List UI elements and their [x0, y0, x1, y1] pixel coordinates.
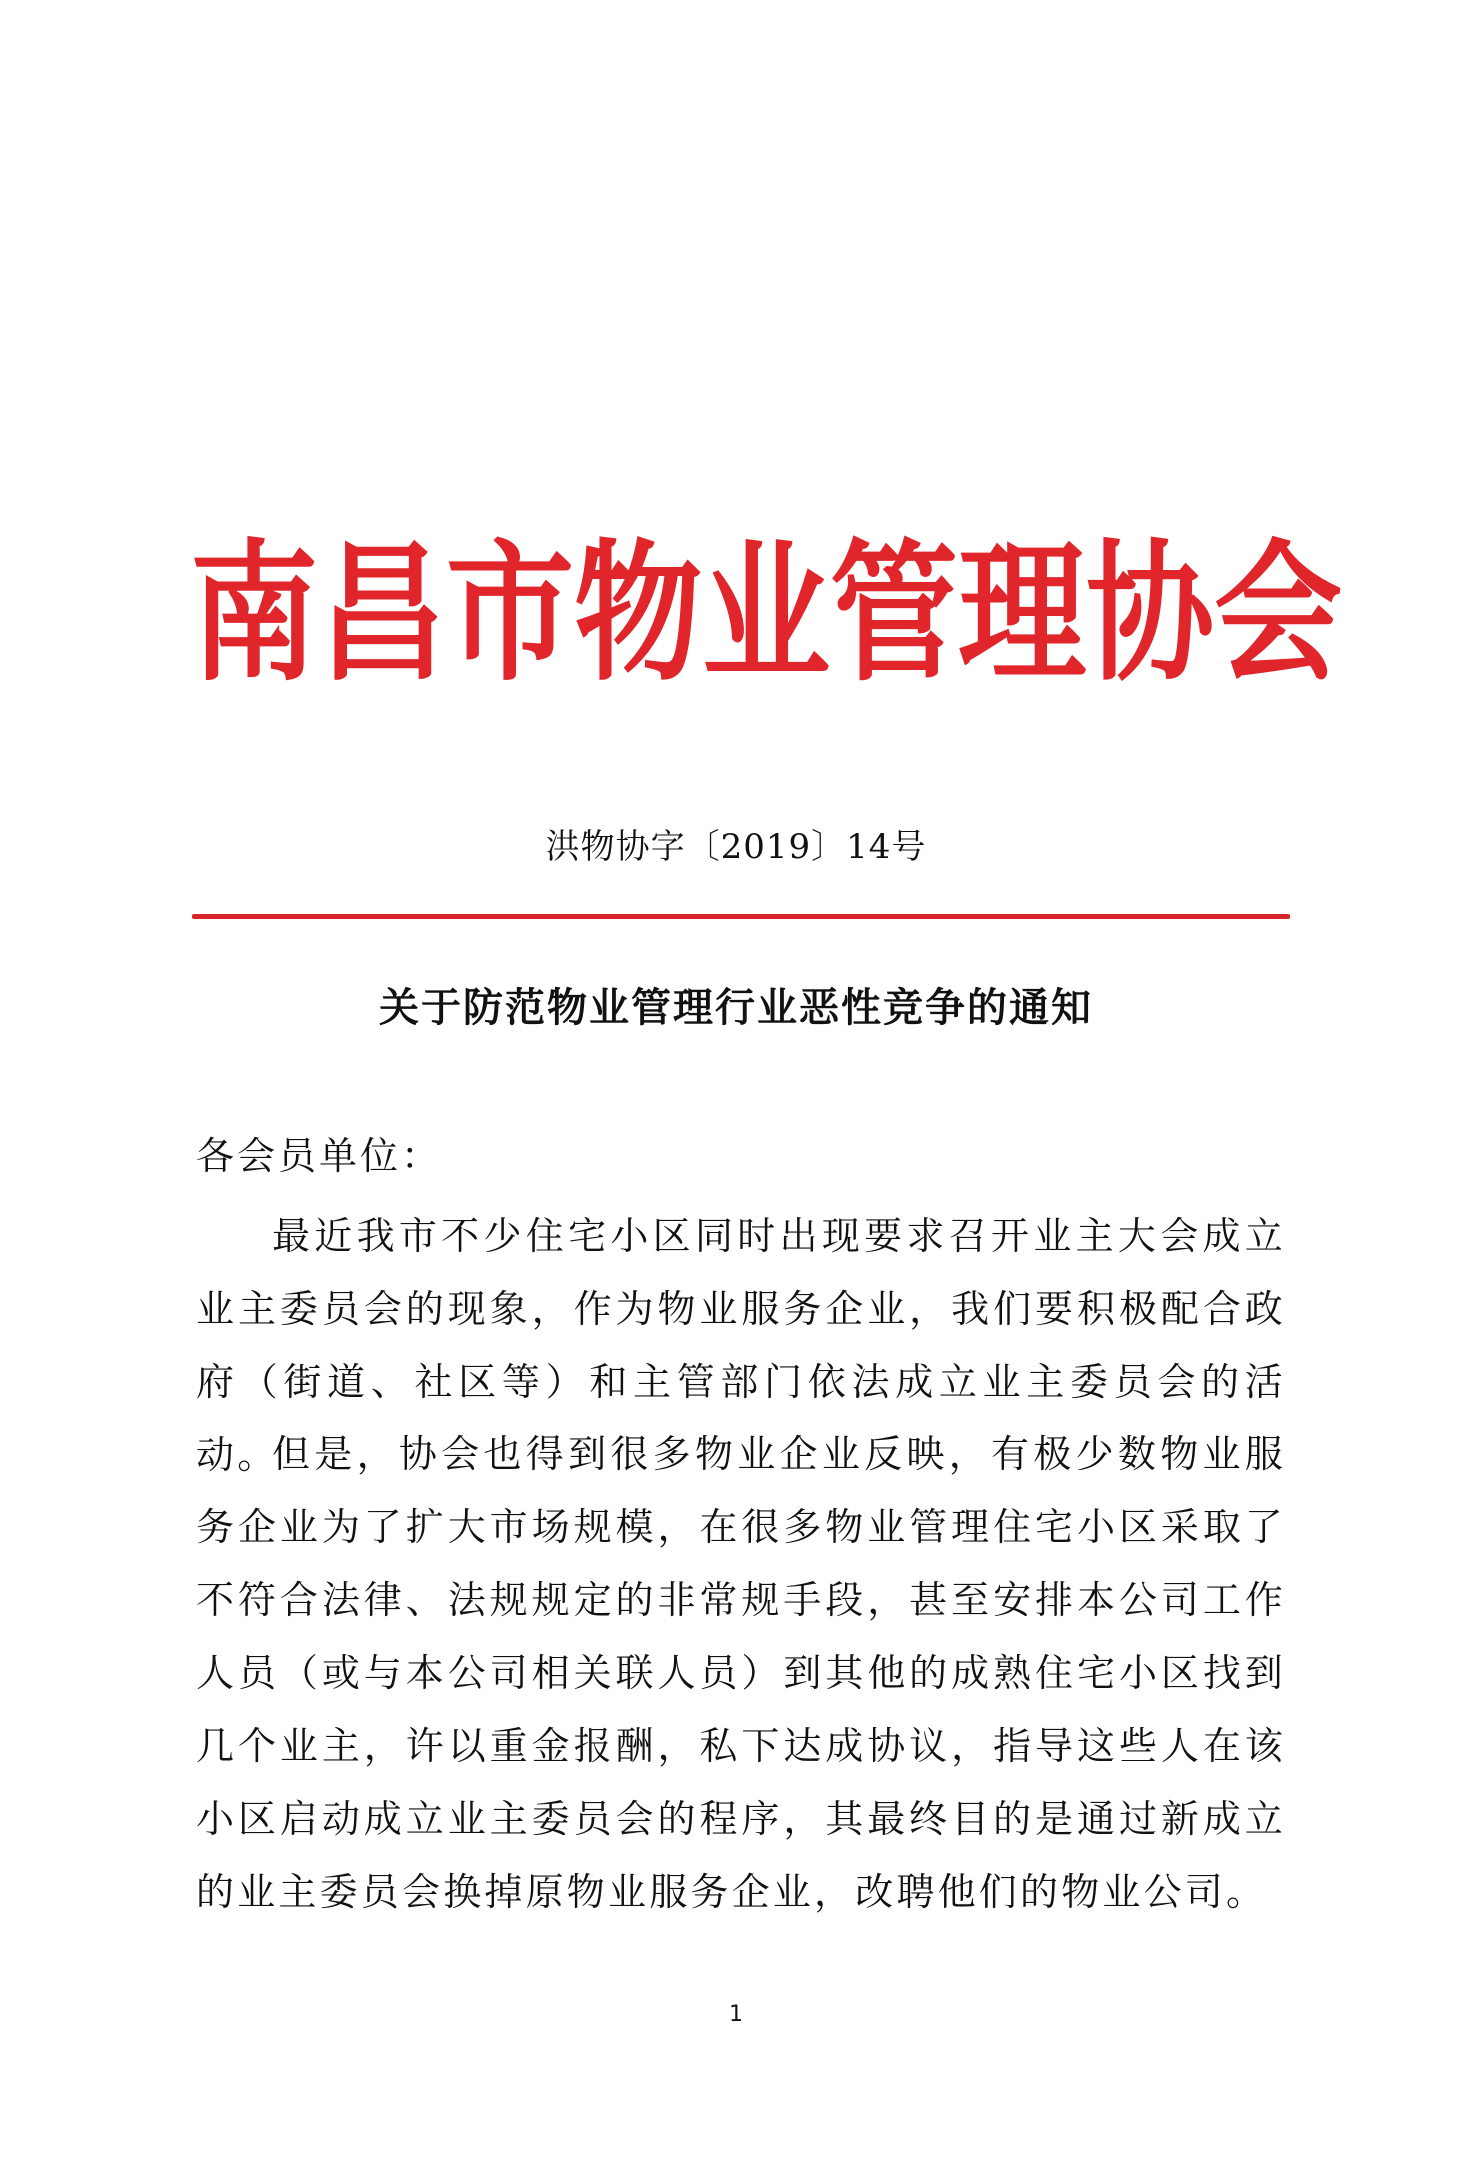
document-number: 洪物协字〔2019〕14号 — [545, 827, 927, 867]
page-number: 1 — [729, 2002, 743, 2027]
body-paragraph: 但是，协会也得到很多物业企业反映，有极少数物业服务企业为了扩大市场规模，在很多物业管理住宅小区采取了不符合法律、法规规定的非常规手段，甚至安排本公司工作人员（或与本公司相关联人员）到其他的成熟住宅小区找到几个业主，许以重金报酬，私下达成协议，指导这些人在该小区启动成立业主委员会的程序，其最终目的是通过新成立的业主委员会换掉原物业服务企业，改聘他们的物业公司。 — [196, 1432, 1286, 1914]
body-paragraph: 最近我市不少住宅小区同时出现要求召开业主大会成立业主委员会的现象，作为物业服务企业，我们要积极配合政府（街道、社区等）和主管部门依法成立业主委员会的活动。 — [196, 1214, 1286, 1477]
org-char: 昌 — [318, 526, 447, 703]
org-char: 会 — [1214, 526, 1343, 703]
salutation: 各会员单位： — [196, 1134, 443, 1178]
org-char: 物 — [574, 526, 703, 703]
document-title: 关于防范物业管理行业恶性竞争的通知 — [379, 985, 1093, 1031]
org-char: 协 — [1086, 526, 1215, 703]
org-char: 管 — [830, 526, 959, 703]
org-char: 南 — [190, 526, 319, 703]
organization-header — [190, 526, 1343, 703]
org-char: 市 — [446, 526, 575, 703]
red-divider-line — [192, 914, 1290, 919]
org-char: 业 — [702, 526, 831, 703]
org-char: 理 — [958, 526, 1087, 703]
